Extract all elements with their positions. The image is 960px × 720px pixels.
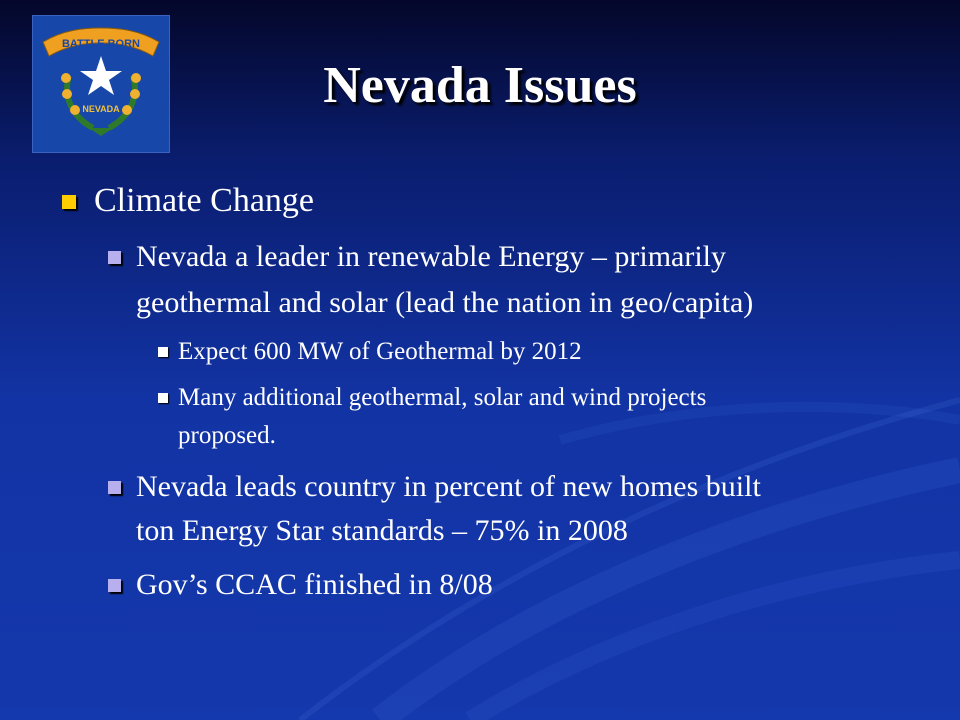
bullet-energy-star-line1: Nevada leads country in percent of new homes built xyxy=(136,470,761,503)
level3-bullet-icon xyxy=(158,393,168,403)
slide-title: Nevada Issues xyxy=(323,57,637,114)
bullet-renewable-line2: geothermal and solar (lead the nation in geo/capita) xyxy=(136,286,754,319)
bullet-renewable-line1: Nevada a leader in renewable Energy – primarily xyxy=(136,240,727,273)
level3-bullet-icon xyxy=(158,347,168,357)
bullet-geothermal-600mw: Expect 600 MW of Geothermal by 2012 xyxy=(178,338,582,365)
level1-bullet-icon xyxy=(62,195,76,209)
level2-bullet-icon xyxy=(108,251,121,264)
bullet-climate-change: Climate Change xyxy=(94,182,315,219)
bullet-additional-line1: Many additional geothermal, solar and wind projects xyxy=(178,384,707,411)
flag-banner-text: BATTLE BORN xyxy=(61,38,141,50)
flag-state-text: NEVADA xyxy=(82,104,120,114)
bullet-energy-star-line2: ton Energy Star standards – 75% in 2008 xyxy=(136,514,628,547)
level2-bullet-icon xyxy=(108,481,121,494)
level2-bullet-icon xyxy=(108,579,121,592)
bullet-ccac: Gov’s CCAC finished in 8/08 xyxy=(136,568,493,601)
bullet-additional-line2: proposed. xyxy=(178,422,276,449)
